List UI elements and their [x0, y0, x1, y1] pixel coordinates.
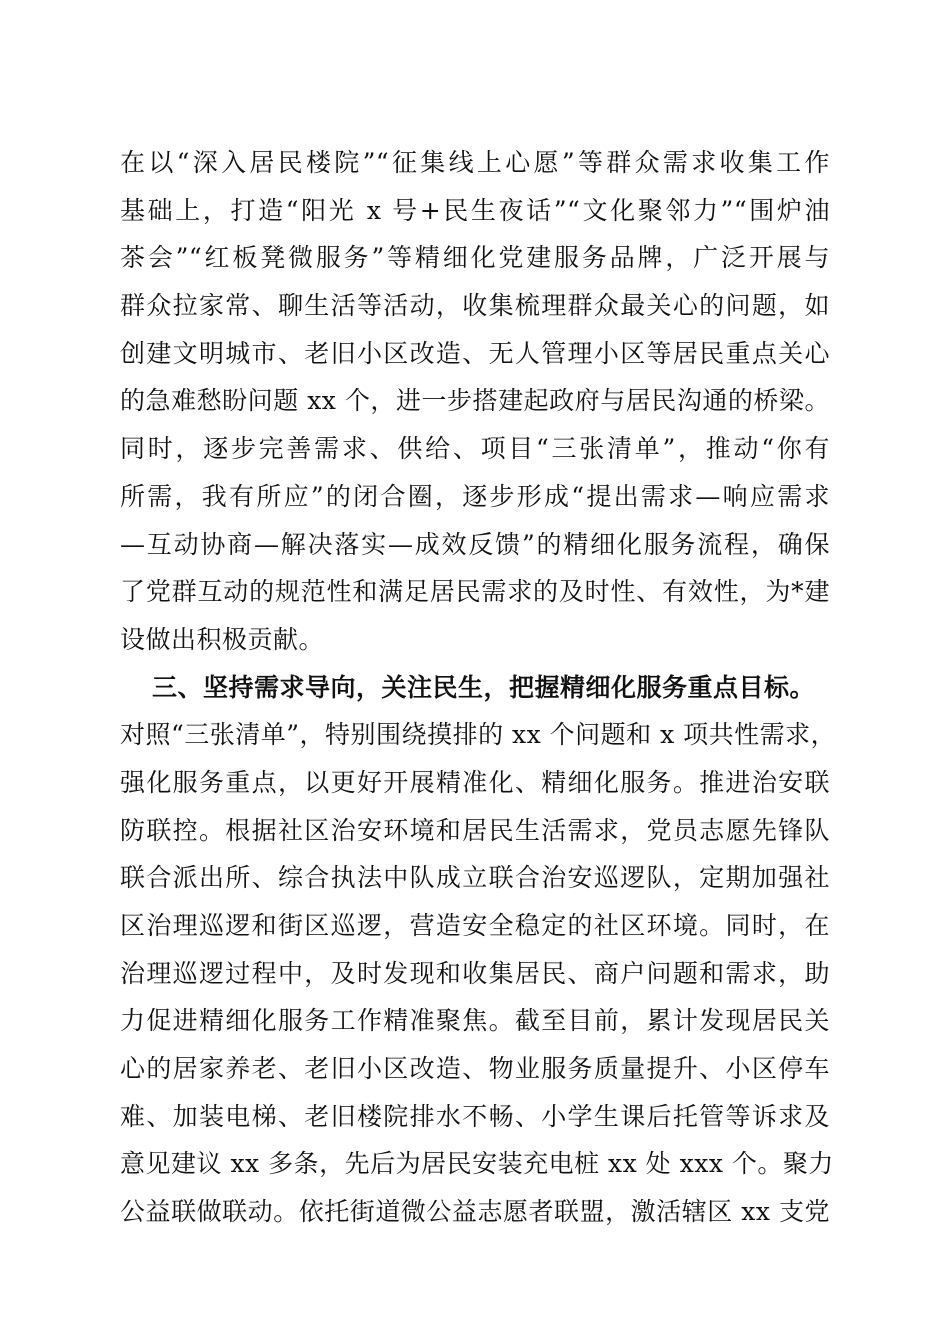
- text-line: 防联控。根据社区治安环境和居民生活需求，党员志愿先锋队: [120, 815, 830, 845]
- body-text: [120, 139, 837, 1236]
- text-line: 茶会”“红板凳微服务”等精细化党建服务品牌，广泛开展与: [120, 243, 830, 273]
- text-line: 所需，我有所应”的闭合圈，逐步形成“提出需求—响应需求: [120, 481, 830, 511]
- text-line: 对照“三张清单”，特别围绕摸排的 xx 个问题和 x 项共性需求，: [120, 720, 837, 750]
- text-line: 难、加装电梯、老旧楼院排水不畅、小学生课后托管等诉求及: [120, 1101, 830, 1131]
- text-line: 强化服务重点，以更好开展精准化、精细化服务。推进治安联: [120, 767, 830, 797]
- text-line: 治理巡逻过程中，及时发现和收集居民、商户问题和需求，助: [120, 958, 830, 988]
- text-line: 力促进精细化服务工作精准聚焦。截至目前，累计发现居民关: [120, 1006, 830, 1036]
- text-line: 了党群互动的规范性和满足居民需求的及时性、有效性，为*建: [120, 577, 830, 607]
- section-heading: 三、坚持需求导向，关注民生，把握精细化服务重点目标。: [152, 672, 816, 702]
- text-line: 群众拉家常、聊生活等活动，收集梳理群众最关心的问题，如: [120, 291, 830, 321]
- text-line: 的急难愁盼问题 xx 个，进一步搭建起政府与居民沟通的桥梁。: [120, 386, 830, 416]
- text-line: 同时，逐步完善需求、供给、项目“三张清单”，推动“你有: [120, 434, 830, 464]
- text-line: 在以“深入居民楼院”“征集线上心愿”等群众需求收集工作: [120, 148, 830, 177]
- text-line: 区治理巡逻和街区巡逻，营造安全稳定的社区环境。同时，在: [120, 911, 830, 940]
- text-line: 联合派出所、综合执法中队成立联合治安巡逻队，定期加强社: [120, 863, 830, 893]
- text-line: 公益联做联动。依托街道微公益志愿者联盟，激活辖区 xx 支党: [120, 1197, 830, 1227]
- text-line: 心的居家养老、老旧小区改造、物业服务质量提升、小区停车: [120, 1054, 830, 1084]
- text-line: —互动协商—解决落实—成效反馈”的精细化服务流程，确保: [120, 529, 830, 559]
- text-line: 基础上，打造“阳光 x 号+民生夜话”“文化聚邻力”“围炉油: [120, 195, 830, 225]
- text-line: 设做出积极贡献。: [120, 624, 325, 654]
- text-line: 意见建议 xx 多条，先后为居民安装充电桩 xx 处 xxx 个。聚力: [120, 1149, 834, 1179]
- text-line: 创建文明城市、老旧小区改造、无人管理小区等居民重点关心: [120, 338, 830, 368]
